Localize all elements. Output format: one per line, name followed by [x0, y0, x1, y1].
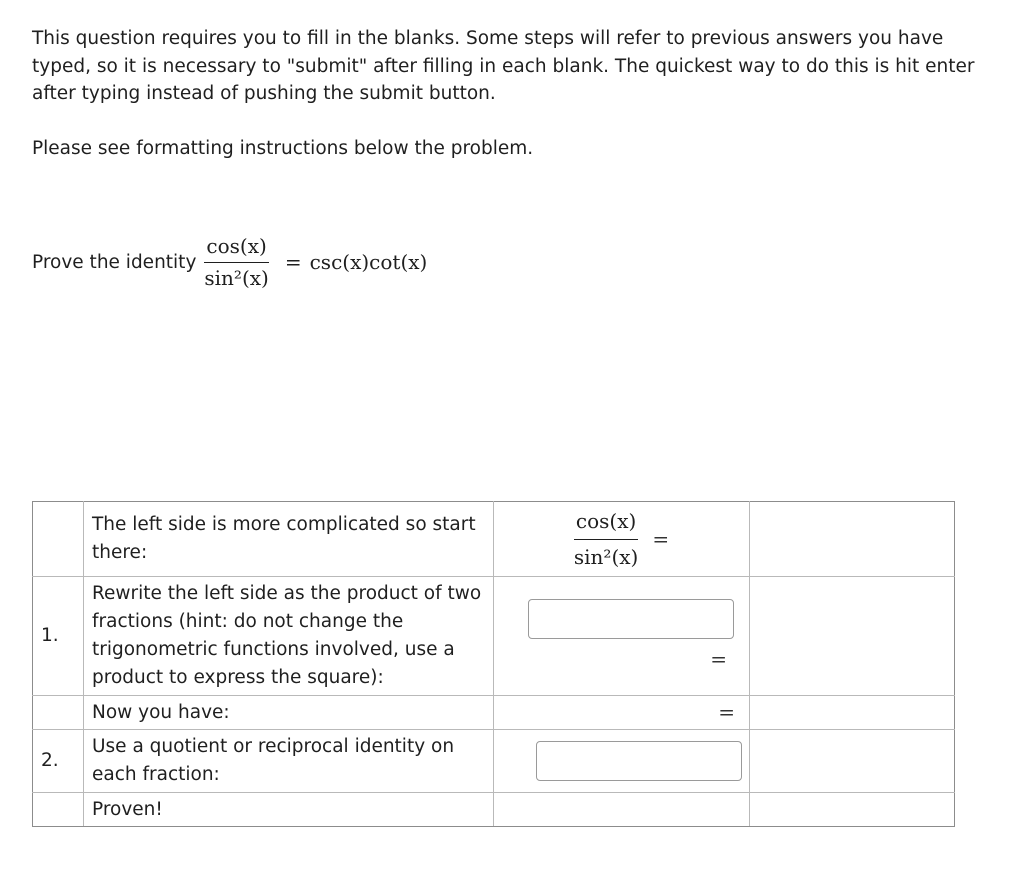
step-right-cell — [750, 577, 955, 696]
step-lhs-fraction — [574, 507, 638, 571]
step-expression — [494, 793, 750, 827]
step-number: 2. — [33, 730, 84, 793]
formatting-note: Please see formatting instructions below the problem. — [32, 138, 534, 159]
step-description: Use a quotient or reciprocal identity on each fraction: — [84, 730, 494, 793]
step-right-cell — [750, 696, 955, 730]
step-row — [33, 793, 955, 827]
step-right-cell — [750, 502, 955, 577]
identity-rhs: csc(x)cot(x) — [309, 250, 428, 274]
step-row — [33, 502, 955, 577]
step-lhs-numerator: cos(x) — [574, 507, 638, 540]
identity-equals: = — [284, 250, 302, 274]
equals-sign: = — [710, 647, 727, 671]
step-expression — [494, 502, 750, 577]
step-number — [33, 793, 84, 827]
step-2-answer-input[interactable] — [536, 741, 742, 781]
step-description: Now you have: — [84, 696, 494, 730]
equals-sign: = — [652, 527, 670, 551]
step-1-answer-input[interactable] — [528, 599, 734, 639]
step-right-cell — [750, 730, 955, 793]
step-description: Rewrite the left side as the product of two fractions (hint: do not change the trigonometric functions involved, use a product to express the square): — [84, 577, 494, 696]
step-lhs-denominator: sin²(x) — [573, 545, 639, 569]
step-number — [33, 502, 84, 577]
step-expression — [494, 577, 750, 696]
identity-statement — [32, 229, 427, 295]
step-description: Proven! — [84, 793, 494, 827]
proof-steps-table — [32, 501, 955, 827]
equals-sign: = — [718, 699, 735, 724]
step-number: 1. — [33, 577, 84, 696]
step-row — [33, 577, 955, 696]
step-row — [33, 696, 955, 730]
step-expression — [494, 696, 750, 730]
instructions-paragraph: This question requires you to fill in the blanks. Some steps will refer to previous answers you have typed, so it is necessary to "submit" after filling in each blank. The quickest way to do this is hit enter after typing instead of pushing the submit button. — [32, 28, 975, 104]
step-row — [33, 730, 955, 793]
step-number — [33, 696, 84, 730]
step-expression — [494, 730, 750, 793]
identity-lhs-denominator: sin²(x) — [204, 266, 269, 290]
identity-lhs-fraction — [204, 234, 268, 290]
step-description: The left side is more complicated so start there: — [84, 502, 494, 577]
identity-lhs-numerator: cos(x) — [204, 234, 268, 263]
prove-label: Prove the identity — [32, 251, 197, 273]
step-right-cell — [750, 793, 955, 827]
